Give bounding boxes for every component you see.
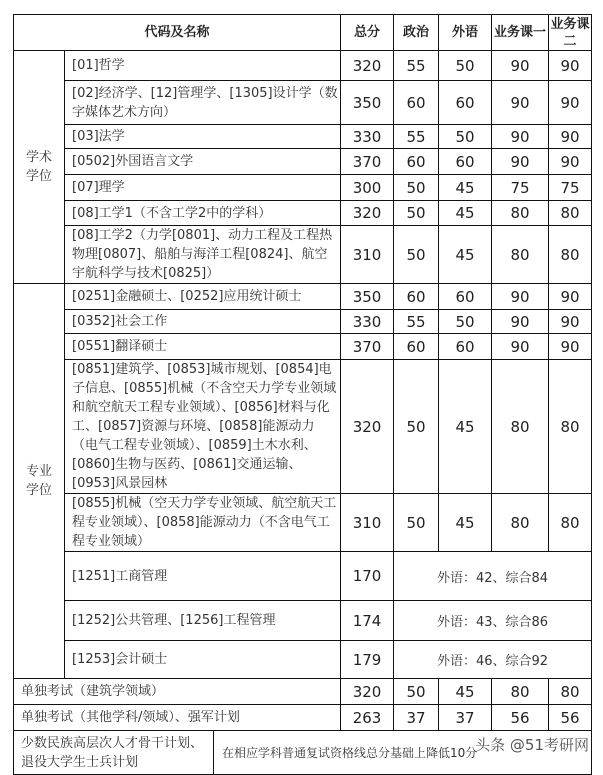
- header-course2: 业务课二: [550, 16, 590, 49]
- language-score: 45: [439, 360, 492, 494]
- footer-name: 少数民族高层次人才骨干计划、退役大学生士兵计划: [14, 731, 214, 774]
- program-name: [0855]机械（空天力学专业领域、航空航天工程专业领域）、[0858]能源动力（不含电气工程专业领域）: [65, 494, 341, 552]
- header-course1: 业务课一: [492, 15, 549, 51]
- program-name: [0352]社会工作: [65, 310, 341, 334]
- language-score: 45: [439, 201, 492, 226]
- footer-detail: 在相应学科普通复试资格线总分基础上降低10分: [222, 746, 478, 760]
- table-row: [14, 81, 592, 125]
- course1-score: 80: [492, 494, 549, 552]
- course2-score: 75: [549, 175, 592, 201]
- course2-score: 90: [549, 51, 592, 81]
- table-row: [14, 705, 592, 731]
- table-row: [14, 175, 592, 201]
- subject-scores: 外语：46、综合92: [394, 641, 592, 679]
- language-score: 60: [439, 149, 492, 175]
- category-professional: 专业学位: [14, 284, 65, 679]
- total-score: 350: [341, 284, 394, 310]
- program-name: [0851]建筑学、[0853]城市规划、[0854]电子信息、[0855]机械（不含空天力学专业领域和航空航天工程专业领域）、[0856]材料与化工、[0857]资源与环境、[0858]能源动力（电气工程专业领域）、[0859]土木水利、[0860]生物与医药、[0861]交通运输、[0953]风景园林: [65, 360, 341, 494]
- course2-score: 80: [549, 360, 592, 494]
- politics-score: 60: [394, 81, 439, 125]
- politics-score: 50: [394, 494, 439, 552]
- table-row: [14, 201, 592, 226]
- total-score: 310: [341, 494, 394, 552]
- table-row: [14, 51, 592, 81]
- table-row: [14, 601, 592, 641]
- total-score: 320: [341, 51, 394, 81]
- course1-score: 80: [492, 226, 549, 284]
- total-score: 174: [341, 601, 394, 641]
- politics-score: 50: [394, 226, 439, 284]
- table-row: [14, 334, 592, 360]
- course2-score: 90: [549, 81, 592, 125]
- language-score: 37: [439, 705, 492, 731]
- course2-score: 80: [549, 201, 592, 226]
- program-name: [1251]工商管理: [65, 552, 341, 601]
- total-score: 310: [341, 226, 394, 284]
- course1-score: 56: [492, 705, 549, 731]
- total-score: 330: [341, 125, 394, 149]
- language-score: 50: [439, 310, 492, 334]
- course1-score: 90: [492, 310, 549, 334]
- header-total: 总分: [341, 15, 394, 51]
- course1-score: 75: [492, 175, 549, 201]
- politics-score: 55: [394, 51, 439, 81]
- course1-score: 90: [492, 81, 549, 125]
- table-row: [14, 149, 592, 175]
- table-row: [14, 679, 592, 705]
- total-score: 170: [341, 552, 394, 601]
- language-score: 60: [439, 334, 492, 360]
- program-name: [03]法学: [65, 125, 341, 149]
- language-score: 45: [439, 175, 492, 201]
- course2-score: 80: [549, 494, 592, 552]
- course2-score: 90: [549, 310, 592, 334]
- header-row: [14, 15, 592, 51]
- program-name: [0502]外国语言文学: [65, 149, 341, 175]
- politics-score: 60: [394, 149, 439, 175]
- total-score: 370: [341, 149, 394, 175]
- subject-scores: 外语：42、综合84: [394, 552, 592, 601]
- politics-score: 50: [394, 175, 439, 201]
- course2-score: 90: [549, 284, 592, 310]
- table-row: [14, 310, 592, 334]
- language-score: 50: [439, 51, 492, 81]
- total-score: 320: [341, 679, 394, 705]
- program-name: [08]工学2（力学[0801]、动力工程及工程热物理[0807]、船舶与海洋工程[0824]、航空宇航科学与技术[0825]）: [65, 226, 341, 284]
- total-score: 350: [341, 81, 394, 125]
- total-score: 330: [341, 310, 394, 334]
- table-row: [14, 552, 592, 601]
- header-language: 外语: [439, 15, 492, 51]
- program-name: [1253]会计硕士: [65, 641, 341, 679]
- language-score: 45: [439, 679, 492, 705]
- table-row: [14, 284, 592, 310]
- politics-score: 50: [394, 679, 439, 705]
- course2-score: 56: [549, 705, 592, 731]
- program-name: [0551]翻译硕士: [65, 334, 341, 360]
- total-score: 179: [341, 641, 394, 679]
- course2-score: 90: [549, 149, 592, 175]
- language-score: 45: [439, 494, 492, 552]
- course2-score: 90: [549, 125, 592, 149]
- total-score: 320: [341, 201, 394, 226]
- course1-score: 80: [492, 360, 549, 494]
- language-score: 50: [439, 125, 492, 149]
- course1-score: 90: [492, 51, 549, 81]
- course1-score: 90: [492, 125, 549, 149]
- program-name: [07]理学: [65, 175, 341, 201]
- table-row: [14, 125, 592, 149]
- politics-score: 50: [394, 201, 439, 226]
- category-academic: 学术学位: [14, 51, 65, 284]
- program-name: 单独考试（其他学科/领域）、强军计划: [14, 705, 341, 731]
- total-score: 263: [341, 705, 394, 731]
- politics-score: 60: [394, 284, 439, 310]
- course1-score: 90: [492, 149, 549, 175]
- table-row: [14, 494, 592, 552]
- header-name: 代码及名称: [14, 15, 341, 51]
- program-name: [1252]公共管理、[1256]工程管理: [65, 601, 341, 641]
- total-score: 320: [341, 360, 394, 494]
- total-score: 370: [341, 334, 394, 360]
- course2-score: 80: [549, 679, 592, 705]
- program-name: [02]经济学、[12]管理学、[1305]设计学（数字媒体艺术方向）: [65, 81, 341, 125]
- table-row: [14, 641, 592, 679]
- language-score: 45: [439, 226, 492, 284]
- subject-scores: 外语：43、综合86: [394, 601, 592, 641]
- watermark: 头条 @51考研网: [475, 736, 589, 754]
- course1-score: 80: [492, 679, 549, 705]
- politics-score: 50: [394, 360, 439, 494]
- score-table: [13, 14, 592, 775]
- course2-score: 90: [549, 334, 592, 360]
- table-row: [14, 226, 592, 284]
- politics-score: 37: [394, 705, 439, 731]
- course1-score: 90: [492, 284, 549, 310]
- total-score: 300: [341, 175, 394, 201]
- course1-score: 80: [492, 201, 549, 226]
- program-name: [01]哲学: [65, 51, 341, 81]
- language-score: 60: [439, 81, 492, 125]
- course1-score: 90: [492, 334, 549, 360]
- table-row: [14, 360, 592, 494]
- language-score: 60: [439, 284, 492, 310]
- header-politics: 政治: [394, 15, 439, 51]
- politics-score: 55: [394, 125, 439, 149]
- program-name: [0251]金融硕士、[0252]应用统计硕士: [65, 284, 341, 310]
- program-name: 单独考试（建筑学领域）: [14, 679, 341, 705]
- politics-score: 55: [394, 310, 439, 334]
- course2-score: 80: [549, 226, 592, 284]
- politics-score: 60: [394, 334, 439, 360]
- program-name: [08]工学1（不含工学2中的学科）: [65, 201, 341, 226]
